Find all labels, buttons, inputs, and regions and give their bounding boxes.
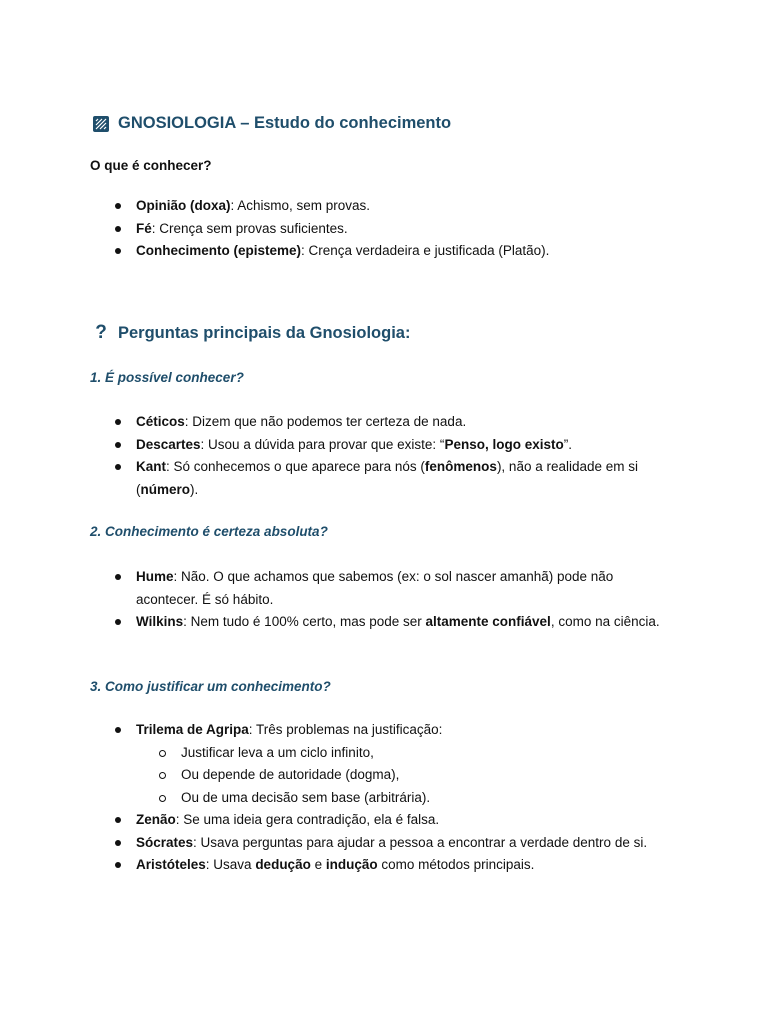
section2-heading — [92, 322, 410, 344]
item-term: Céticos — [136, 414, 185, 429]
section1-heading — [92, 114, 451, 133]
item-text: : Não. O que achamos que sabemos (ex: o sol nascer amanhã) pode não acontecer. É só hábito. — [136, 569, 614, 607]
question-2-list — [112, 566, 672, 634]
list-item — [112, 411, 672, 434]
item-text: : Só conhecemos o que aparece para nós ( — [166, 459, 425, 474]
list-item — [112, 240, 672, 263]
section1-title: GNOSIOLOGIA – Estudo do conhecimento — [118, 114, 452, 132]
list-item — [112, 611, 672, 634]
item-text: : Crença sem provas suficientes. — [151, 220, 348, 236]
list-item — [112, 719, 672, 809]
item-text: : Três problemas na justificação: — [248, 722, 443, 737]
question-1-list — [112, 411, 672, 501]
list-item — [112, 434, 672, 457]
item-text: , como na ciência. — [550, 614, 660, 629]
item-text: : Nem tudo é 100% certo, mas pode ser — [183, 614, 426, 629]
item-emphasis: altamente confiável — [425, 614, 551, 629]
item-text: : Usou a dúvida para provar que existe: “ — [200, 436, 445, 452]
item-term: Aristóteles — [136, 857, 206, 872]
question-3-heading: 3. Como justificar um conhecimento? — [90, 679, 331, 694]
item-text: ), não a realidade em si ( — [136, 459, 639, 497]
item-term: Zenão — [136, 812, 176, 827]
item-text: : Se uma ideia gera contradição, ela é falsa. — [175, 812, 440, 827]
item-text: : Dizem que não podemos ter certeza de nada. — [184, 414, 467, 429]
question-mark-icon: ? — [95, 322, 107, 343]
item-emphasis: número — [140, 481, 191, 497]
item-emphasis: fenômenos — [424, 459, 497, 474]
item-term: Trilema de Agripa — [136, 722, 249, 737]
item-text: : Usava perguntas para ajudar a pessoa a encontrar a verdade dentro de si. — [193, 834, 648, 850]
item-term: Hume — [136, 569, 174, 584]
item-term: Fé — [136, 220, 152, 236]
item-emphasis: indução — [325, 857, 378, 872]
question-1-heading: 1. É possível conhecer? — [90, 370, 244, 385]
item-text: e — [310, 857, 326, 872]
item-term: Descartes — [136, 436, 201, 452]
sublist-item: Ou depende de autoridade (dogma), — [159, 764, 672, 787]
item-text: como métodos principais. — [377, 857, 535, 872]
item-term: Kant — [136, 459, 166, 474]
item-text: ”. — [563, 436, 572, 452]
question-3-list — [112, 719, 672, 877]
item-term: Sócrates — [136, 834, 194, 850]
list-item — [112, 456, 672, 501]
item-term: Conhecimento (episteme) — [136, 243, 302, 258]
what-is-knowing-question: O que é conhecer? — [90, 158, 212, 173]
item-text: : Achismo, sem provas. — [230, 198, 371, 213]
item-term: Wilkins — [136, 614, 184, 629]
list-item — [112, 854, 672, 877]
section2-title: Perguntas principais da Gnosiologia: — [118, 323, 411, 342]
list-item — [112, 566, 672, 611]
item-term: Opinião (doxa) — [136, 198, 231, 213]
list-item — [112, 218, 672, 241]
question-2-heading: 2. Conhecimento é certeza absoluta? — [90, 524, 328, 539]
list-item — [112, 832, 672, 855]
item-text: : Usava — [205, 857, 256, 872]
item-text: ). — [190, 481, 199, 497]
sublist-item: Justificar leva a um ciclo infinito, — [159, 742, 672, 765]
item-emphasis: dedução — [255, 857, 311, 872]
list-item — [112, 809, 672, 832]
trilema-sublist — [136, 742, 672, 810]
list-item — [112, 195, 672, 218]
item-text: : Crença verdadeira e justificada (Platão). — [301, 243, 550, 258]
section1-list — [112, 195, 672, 263]
item-emphasis: Penso, logo existo — [444, 436, 564, 452]
notebook-icon — [92, 115, 110, 133]
sublist-item: Ou de uma decisão sem base (arbitrária). — [159, 787, 672, 810]
